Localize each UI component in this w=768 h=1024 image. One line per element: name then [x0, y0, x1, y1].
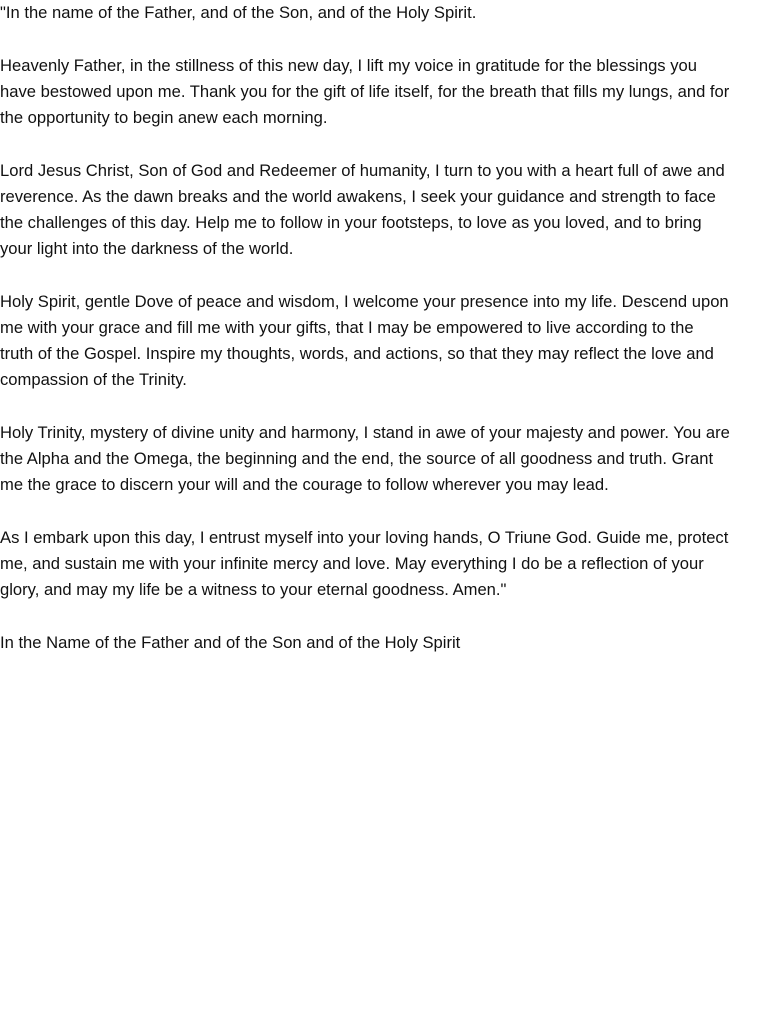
paragraph-line: As I embark upon this day, I entrust myself into your loving hands, O Triune God. Guide me, protect [0, 528, 729, 547]
paragraph-line: truth of the Gospel. Inspire my thoughts, words, and actions, so that they may reflect the love and [0, 344, 714, 363]
paragraph-line: have bestowed upon me. Thank you for the gift of life itself, for the breath that fills my lungs, and for [0, 82, 730, 101]
paragraph-sign-of-cross [0, 630, 768, 656]
paragraph-holy-trinity [0, 420, 768, 498]
paragraph-line: reverence. As the dawn breaks and the world awakens, I seek your guidance and strength to face [0, 187, 716, 206]
paragraph-line: the Alpha and the Omega, the beginning and the end, the source of all goodness and truth. Grant [0, 449, 714, 468]
paragraph-line: Heavenly Father, in the stillness of this new day, I lift my voice in gratitude for the blessings you [0, 56, 697, 75]
paragraph-gap [0, 26, 768, 53]
paragraph-line: Holy Trinity, mystery of divine unity and harmony, I stand in awe of your majesty and power. You are [0, 423, 730, 442]
paragraph-line: "In the name of the Father, and of the Son, and of the Holy Spirit. [0, 3, 477, 22]
paragraph-line: Holy Spirit, gentle Dove of peace and wisdom, I welcome your presence into my life. Descend upon [0, 292, 729, 311]
paragraph-gap [0, 262, 768, 289]
paragraph-line: In the Name of the Father and of the Son and of the Holy Spirit [0, 633, 461, 652]
paragraph-line: your light into the darkness of the world. [0, 239, 294, 258]
paragraph-lord-jesus [0, 158, 768, 262]
paragraph-line: me with your grace and fill me with your gifts, that I may be empowered to live according to the [0, 318, 694, 337]
paragraph-line: Lord Jesus Christ, Son of God and Redeemer of humanity, I turn to you with a heart full of awe and [0, 161, 725, 180]
paragraph-holy-spirit [0, 289, 768, 393]
paragraph-line: the challenges of this day. Help me to follow in your footsteps, to love as you loved, and to bring [0, 213, 702, 232]
paragraph-gap [0, 393, 768, 420]
paragraph-gap [0, 131, 768, 158]
paragraph-line: glory, and may my life be a witness to your eternal goodness. Amen." [0, 580, 507, 599]
paragraph-gap [0, 498, 768, 525]
paragraph-line: me, and sustain me with your infinite mercy and love. May everything I do be a reflection of your [0, 554, 704, 573]
paragraph-heavenly-father [0, 53, 768, 131]
paragraph-opening [0, 0, 768, 26]
paragraph-line: compassion of the Trinity. [0, 370, 187, 389]
paragraph-closing [0, 525, 768, 603]
paragraph-line: me the grace to discern your will and the courage to follow wherever you may lead. [0, 475, 609, 494]
paragraph-line: the opportunity to begin anew each morning. [0, 108, 328, 127]
paragraph-gap [0, 603, 768, 630]
